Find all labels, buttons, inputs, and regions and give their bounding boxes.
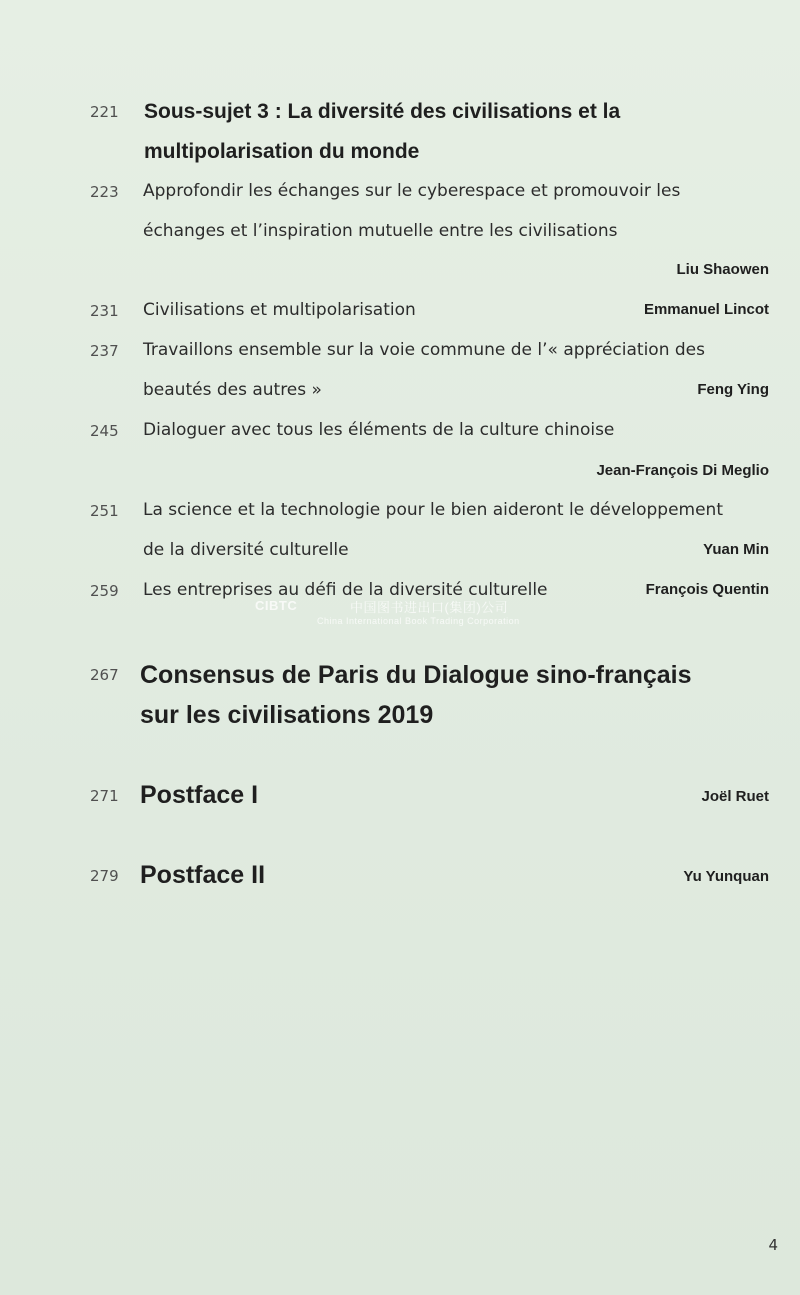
toc-page-number: 221: [90, 103, 119, 121]
toc-page-number: 237: [90, 342, 119, 360]
heading-line: sur les civilisations 2019: [140, 701, 434, 729]
entry-line: Civilisations et multipolarisation: [143, 300, 416, 320]
entry-line: Les entreprises au défi de la diversité culturelle: [143, 580, 548, 600]
toc-section-heading: [140, 775, 258, 815]
toc-entry-title: [143, 171, 680, 251]
page-number: 4: [768, 1236, 778, 1254]
entry-line: de la diversité culturelle: [143, 540, 349, 560]
toc-page-number: 279: [90, 867, 119, 885]
toc-page-number: 231: [90, 302, 119, 320]
toc-entry-title: [143, 490, 723, 570]
toc-entry-author: Yu Yunquan: [683, 868, 769, 885]
toc-entry-author: Emmanuel Lincot: [643, 301, 769, 318]
heading-line: Sous-sujet 3 : La diversité des civilisations et la: [144, 100, 621, 123]
toc-entry-title: [143, 410, 614, 450]
toc-entry-title: [143, 290, 416, 330]
heading-line: multipolarisation du monde: [144, 140, 420, 163]
heading-line: Postface I: [140, 781, 259, 809]
heading-line: Consensus de Paris du Dialogue sino-français: [140, 661, 692, 689]
watermark: [255, 598, 520, 626]
toc-page-number: 267: [90, 666, 119, 684]
toc-entry-author: Yuan Min: [703, 541, 769, 558]
toc-entry-author: Liu Shaowen: [676, 261, 769, 278]
entry-line: échanges et l’inspiration mutuelle entre les civilisations: [143, 221, 618, 241]
entry-line: Travaillons ensemble sur la voie commune de l’« appréciation des: [143, 340, 705, 360]
entry-line: La science et la technologie pour le bien aideront le développement: [143, 500, 723, 520]
toc-entry-title: [143, 330, 705, 410]
watermark-chinese: 中国图书进出口(集团)公司: [350, 600, 509, 615]
toc-page-number: 271: [90, 787, 119, 805]
toc-section-heading: [140, 655, 692, 735]
entry-line: Approfondir les échanges sur le cyberespace et promouvoir les: [143, 181, 681, 201]
toc-section-heading: [144, 92, 620, 172]
toc-entry-author: François Quentin: [645, 581, 769, 598]
toc-entry-author: Jean-François Di Meglio: [596, 462, 769, 479]
toc-page-number: 259: [90, 582, 119, 600]
watermark-logo: CIBTC: [255, 598, 298, 613]
toc-page-number: 251: [90, 502, 119, 520]
toc-entry-author: Feng Ying: [697, 381, 769, 398]
entry-line: Dialoguer avec tous les éléments de la culture chinoise: [143, 420, 615, 440]
toc-entry-author: Joël Ruet: [701, 788, 769, 805]
toc-section-heading: [140, 855, 265, 895]
entry-line: beautés des autres »: [143, 380, 322, 400]
heading-line: Postface II: [140, 861, 266, 889]
watermark-english: China International Book Trading Corporation: [317, 616, 520, 626]
toc-page-number: 223: [90, 183, 119, 201]
toc-page-number: 245: [90, 422, 119, 440]
